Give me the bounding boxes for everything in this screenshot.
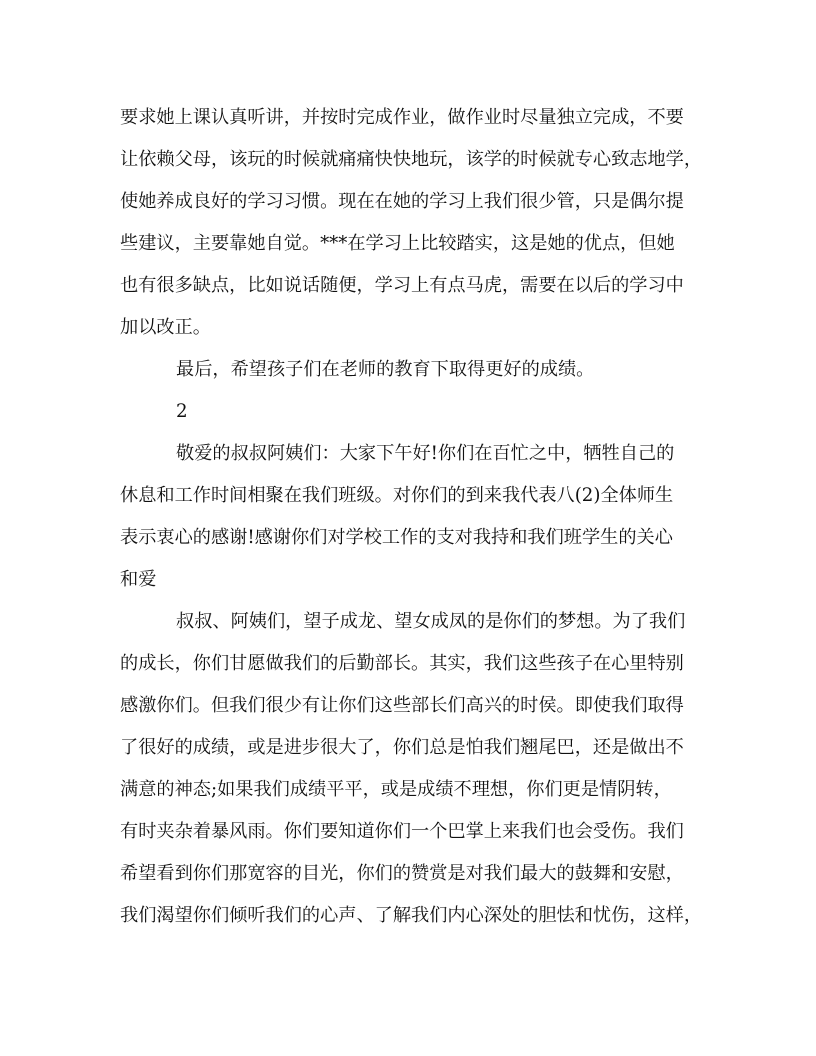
- body-text-line: 表示衷心的感谢!感谢你们对学校工作的支对我持和我们班学生的关心: [120, 527, 673, 548]
- body-text-line: 要求她上课认真听讲，并按时完成作业，做作业时尽量独立完成，不要: [120, 107, 684, 128]
- body-text-line: 加以改正。: [120, 317, 211, 338]
- body-text-line: 使她养成良好的学习习惯。现在在她的学习上我们很少管，只是偶尔提: [120, 191, 684, 212]
- body-text-line: 了很好的成绩，或是进步很大了，你们总是怕我们翘尾巴，还是做出不: [120, 737, 684, 758]
- body-text-line: 些建议，主要靠她自觉。***在学习上比较踏实，这是她的优点，但她: [120, 233, 675, 254]
- paragraph-first-line: 最后，希望孩子们在老师的教育下取得更好的成绩。: [176, 359, 595, 380]
- section-number: 2: [176, 401, 188, 422]
- body-text-line: 满意的神态;如果我们成绩平平，或是成绩不理想，你们更是情阴转，: [120, 779, 672, 800]
- body-text-line: 有时夹杂着暴风雨。你们要知道你们一个巴掌上来我们也会受伤。我们: [120, 821, 684, 842]
- body-text-line: 感激你们。但我们很少有让你们这些部长们高兴的时侯。即使我们取得: [120, 695, 684, 716]
- body-text-line: 希望看到你们那宽容的目光，你们的赞赏是对我们最大的鼓舞和安慰，: [120, 863, 684, 884]
- body-text-line: 也有很多缺点，比如说话随便，学习上有点马虎，需要在以后的学习中: [120, 275, 684, 296]
- body-text-line: 让依赖父母，该玩的时候就痛痛快快地玩，该学的时候就专心致志地学，: [120, 149, 703, 170]
- body-text-line: 我们渴望你们倾听我们的心声、了解我们内心深处的胆怯和忧伤，这样，: [120, 905, 703, 926]
- body-text-line: 和爱: [120, 569, 157, 590]
- paragraph-first-line: 叔叔、阿姨们，望子成龙、望女成凤的是你们的梦想。为了我们: [176, 611, 686, 632]
- body-text-line: 的成长，你们甘愿做我们的后勤部长。其实，我们这些孩子在心里特别: [120, 653, 684, 674]
- paragraph-first-line: 敬爱的叔叔阿姨们：大家下午好!你们在百忙之中，牺牲自己的: [176, 443, 675, 464]
- body-text-line: 休息和工作时间相聚在我们班级。对你们的到来我代表八(2)全体师生: [120, 485, 674, 506]
